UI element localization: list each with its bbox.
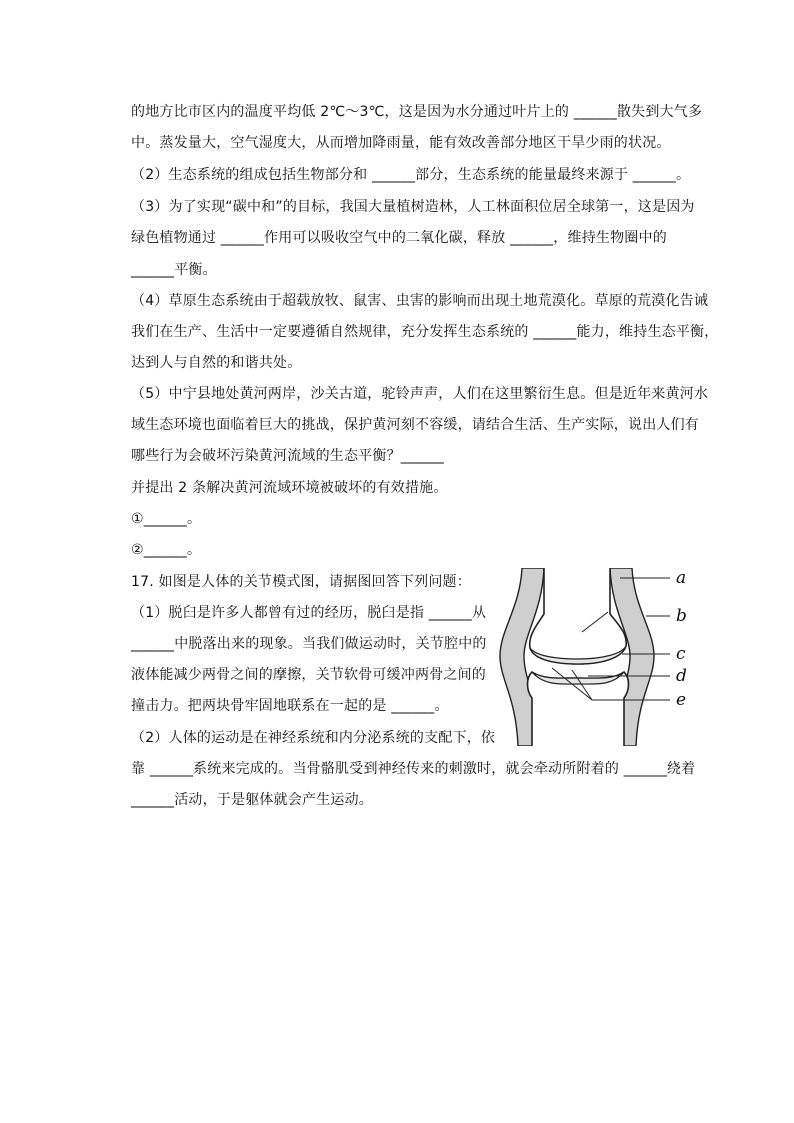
text-line: 哪些行为会破坏污染黄河流域的生态平衡？______ — [131, 448, 444, 464]
text-line: 液体能减少两骨之间的摩擦，关节软骨可缓冲两骨之间的 — [131, 667, 486, 683]
label-a: a — [676, 568, 687, 588]
text-line: （2）生态系统的组成包括生物部分和 ______部分，生态系统的能量最终来源于 ______。 — [131, 167, 691, 183]
label-b: b — [676, 606, 687, 626]
label-d: d — [676, 666, 687, 686]
text-line: ______活动，于是躯体就会产生运动。 — [131, 792, 373, 808]
question-title: 17. 如图是人体的关节模式图，请据图回答下列问题： — [131, 574, 471, 590]
text-line: ②______。 — [131, 542, 202, 558]
text-line: 并提出 2 条解决黄河流域环境被破坏的有效措施。 — [131, 480, 448, 496]
text-line: （1）脱臼是许多人都曾有过的经历，脱臼是指 ______从 — [131, 605, 487, 621]
text-line: 达到人与自然的和谐共处。 — [131, 355, 302, 371]
label-e: e — [676, 690, 687, 710]
text-line: ______平衡。 — [131, 262, 217, 278]
text-line: （5）中宁县地处黄河两岸，沙关古道，驼铃声声，人们在这里繁衍生息。但是近年来黄河水 — [131, 386, 709, 402]
text-line: 绿色植物通过 ______作用可以吸收空气中的二氧化碳，释放 ______，维持生物圈中的 — [131, 230, 667, 246]
text-line: （3）为了实现“碳中和”的目标，我国大量植树造林，人工林面积位居全球第一，这是因为 — [131, 199, 695, 215]
text-line: 撞击力。把两块骨牢固地联系在一起的是 ______。 — [131, 698, 449, 714]
text-line: 我们在生产、生活中一定要遵循自然规律，充分发挥生态系统的 ______能力，维持生态平衡， — [131, 324, 719, 340]
text-line: （4）草原生态系统由于超载放牧、鼠害、虫害的影响而出现土地荒漠化。草原的荒漠化告诫 — [131, 293, 709, 309]
text-line: 的地方比市区内的温度平均低 2℃～3℃，这是因为水分通过叶片上的 ______散失到大气多 — [131, 104, 703, 120]
text-line: ______中脱落出来的现象。当我们做运动时，关节腔中的 — [131, 636, 487, 652]
text-line: （2）人体的运动是在神经系统和内分泌系统的支配下，依 — [131, 730, 496, 746]
joint-diagram — [496, 568, 696, 746]
text-line: ①______。 — [131, 511, 202, 527]
text-line: 域生态环境也面临着巨大的挑战，保护黄河刻不容缓，请结合生活、生产实际，说出人们有 — [131, 417, 699, 433]
label-c: c — [676, 644, 686, 664]
text-line: 中。蒸发量大，空气湿度大，从而增加降雨量，能有效改善部分地区干旱少雨的状况。 — [131, 135, 671, 151]
text-line: 靠 ______系统来完成的。当骨骼肌受到神经传来的刺激时，就会牵动所附着的 ______绕着 — [131, 761, 696, 777]
